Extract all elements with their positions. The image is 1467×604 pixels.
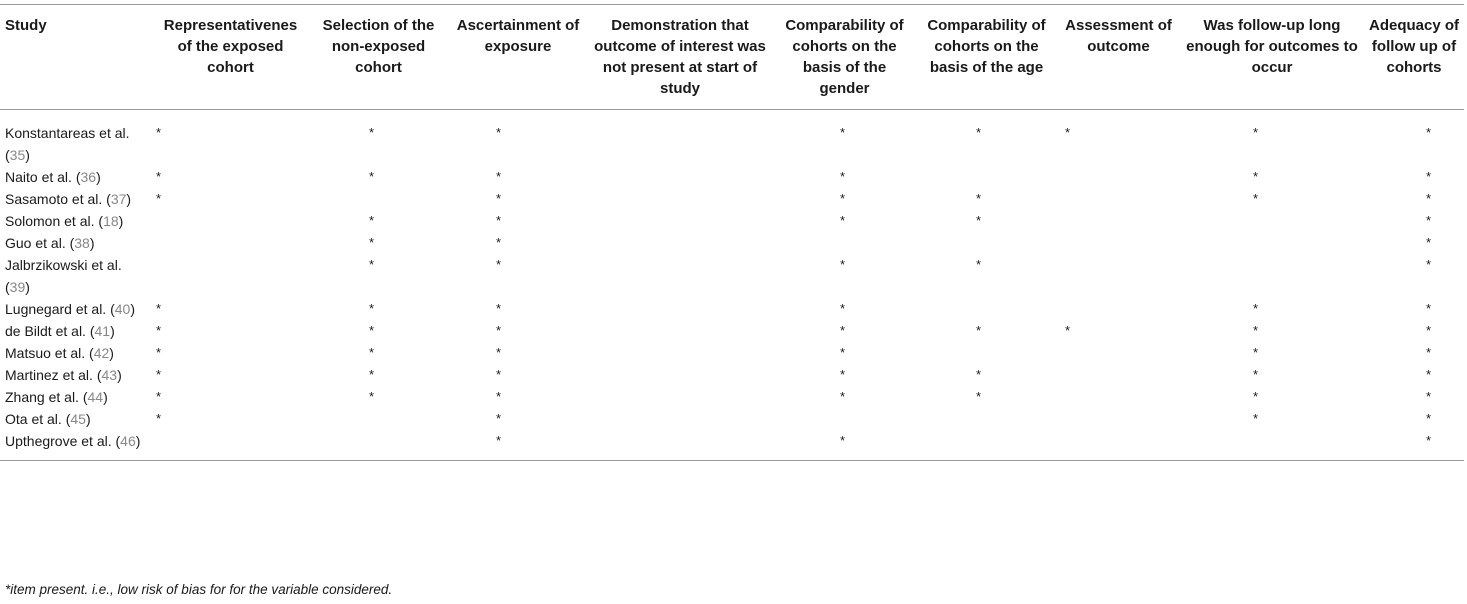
star-mark-cell <box>1057 386 1180 408</box>
table-row <box>0 210 1464 232</box>
study-name: Matsuo et al. ( <box>5 345 94 361</box>
star-mark-cell: * <box>1425 235 1431 250</box>
star-mark-cell: * <box>976 389 982 404</box>
header-row <box>0 5 1464 110</box>
star-mark-cell: * <box>1425 191 1431 206</box>
reference-link[interactable]: 37 <box>110 191 127 207</box>
star-mark-cell: * <box>976 191 982 206</box>
reference-link[interactable]: 45 <box>70 411 86 427</box>
star-mark-cell: * <box>156 301 162 316</box>
star-mark-cell <box>1180 232 1364 254</box>
star-mark-cell <box>153 210 308 232</box>
column-header-7: Assessment of outcome <box>1065 17 1172 55</box>
star-mark-cell: * <box>840 169 846 184</box>
star-mark-cell: * <box>976 125 982 140</box>
study-name-tail: ) <box>117 367 122 383</box>
table-row <box>0 408 1464 430</box>
study-name-tail: ) <box>85 411 91 427</box>
star-mark-cell: * <box>496 213 502 228</box>
star-mark-cell: * <box>496 389 502 404</box>
study-name: Solomon et al. ( <box>5 213 104 229</box>
star-mark-cell: * <box>1425 257 1431 272</box>
column-header-4: Demonstration that outcome of interest was not present at start of study <box>594 17 766 97</box>
star-mark-cell: * <box>976 257 982 272</box>
study-cell <box>0 386 153 408</box>
star-mark-cell <box>1057 232 1180 254</box>
star-mark-cell <box>1057 342 1180 364</box>
star-mark-cell <box>587 210 773 232</box>
star-mark-cell: * <box>840 389 846 404</box>
star-mark-cell: * <box>1425 367 1431 382</box>
star-mark-cell: * <box>840 367 846 382</box>
star-mark-cell <box>153 430 308 461</box>
star-mark-cell: * <box>976 323 982 338</box>
star-mark-cell: * <box>1253 191 1259 206</box>
star-mark-cell <box>1057 430 1180 461</box>
star-mark-cell <box>916 298 1057 320</box>
study-name-tail: ) <box>25 147 30 163</box>
reference-link[interactable]: 46 <box>120 433 136 449</box>
star-mark-cell: * <box>496 323 502 338</box>
star-mark-cell: * <box>840 191 846 206</box>
study-name-tail: ) <box>25 279 30 295</box>
study-cell <box>0 254 153 298</box>
study-cell <box>0 364 153 386</box>
star-mark-cell <box>773 408 916 430</box>
star-mark-cell <box>1180 210 1364 232</box>
star-mark-cell: * <box>1253 125 1259 140</box>
reference-link[interactable]: 40 <box>114 301 131 317</box>
study-name-tail: ) <box>135 433 141 449</box>
star-mark-cell: * <box>1065 323 1071 338</box>
table-row <box>0 430 1464 461</box>
study-name-tail: ) <box>126 191 132 207</box>
star-mark-cell: * <box>369 367 375 382</box>
star-mark-cell: * <box>156 323 162 338</box>
star-mark-cell: * <box>1425 411 1431 426</box>
star-mark-cell <box>587 342 773 364</box>
star-mark-cell: * <box>369 125 375 140</box>
star-mark-cell: * <box>496 433 502 448</box>
star-mark-cell <box>587 320 773 342</box>
reference-link[interactable]: 35 <box>9 147 26 163</box>
table-row <box>0 110 1464 167</box>
star-mark-cell: * <box>156 191 162 206</box>
star-mark-cell: * <box>1253 411 1259 426</box>
study-name-tail: ) <box>118 213 124 229</box>
star-mark-cell: * <box>369 345 375 360</box>
star-mark-cell: * <box>840 345 846 360</box>
star-mark-cell: * <box>156 169 162 184</box>
table-row <box>0 320 1464 342</box>
star-mark-cell: * <box>1425 213 1431 228</box>
study-name: Ota et al. ( <box>5 411 71 427</box>
column-header-1: Representativenes of the exposed cohort <box>163 17 298 76</box>
column-header-9: Adequacy of follow up of cohorts <box>1368 17 1459 76</box>
study-name: Naito et al. ( <box>5 169 81 185</box>
star-mark-cell <box>587 188 773 210</box>
study-name: de Bildt et al. ( <box>5 323 95 339</box>
column-header-5: Comparability of cohorts on the basis of the gender <box>785 17 904 97</box>
star-mark-cell: * <box>156 411 162 426</box>
star-mark-cell: * <box>1425 125 1431 140</box>
reference-link[interactable]: 38 <box>74 235 90 251</box>
study-name: Konstantareas et al. ( <box>5 125 130 163</box>
star-mark-cell: * <box>496 235 502 250</box>
column-header-2: Selection of the non-exposed cohort <box>322 17 435 76</box>
star-mark-cell: * <box>496 301 502 316</box>
star-mark-cell <box>1057 298 1180 320</box>
study-name-tail: ) <box>130 301 135 317</box>
study-cell <box>0 188 153 210</box>
table-body <box>0 110 1464 461</box>
reference-link[interactable]: 36 <box>80 169 97 185</box>
star-mark-cell: * <box>1253 367 1259 382</box>
star-mark-cell <box>308 408 449 430</box>
star-mark-cell: * <box>976 213 982 228</box>
star-mark-cell: * <box>840 257 846 272</box>
star-mark-cell <box>587 408 773 430</box>
star-mark-cell: * <box>1253 345 1259 360</box>
star-mark-cell <box>153 254 308 298</box>
star-mark-cell: * <box>976 367 982 382</box>
study-name-tail: ) <box>89 235 95 251</box>
star-mark-cell: * <box>156 345 162 360</box>
study-name-tail: ) <box>110 323 115 339</box>
study-name: Sasamoto et al. ( <box>5 191 111 207</box>
star-mark-cell <box>587 110 773 167</box>
star-mark-cell: * <box>369 235 375 250</box>
star-mark-cell <box>916 408 1057 430</box>
star-mark-cell <box>916 232 1057 254</box>
star-mark-cell <box>1057 408 1180 430</box>
star-mark-cell <box>587 232 773 254</box>
star-mark-cell <box>1057 210 1180 232</box>
study-name: Upthegrove et al. ( <box>5 433 121 449</box>
study-name: Guo et al. ( <box>5 235 75 251</box>
star-mark-cell: * <box>369 389 375 404</box>
study-cell <box>0 320 153 342</box>
star-mark-cell <box>308 188 449 210</box>
table-row <box>0 188 1464 210</box>
star-mark-cell <box>308 430 449 461</box>
star-mark-cell: * <box>1425 433 1431 448</box>
star-mark-cell <box>773 232 916 254</box>
study-name: Jalbrzikowski et al. ( <box>5 257 122 295</box>
table-row <box>0 298 1464 320</box>
study-cell <box>0 210 153 232</box>
star-mark-cell: * <box>840 433 846 448</box>
star-mark-cell: * <box>1253 389 1259 404</box>
star-mark-cell <box>1180 430 1364 461</box>
study-name: Zhang et al. ( <box>5 389 88 405</box>
table-row <box>0 364 1464 386</box>
study-name-tail: ) <box>96 169 101 185</box>
star-mark-cell: * <box>1253 169 1259 184</box>
star-mark-cell <box>1057 166 1180 188</box>
star-mark-cell <box>587 386 773 408</box>
star-mark-cell <box>1180 254 1364 298</box>
table-row <box>0 254 1464 298</box>
study-cell <box>0 232 153 254</box>
star-mark-cell: * <box>1253 323 1259 338</box>
study-name-tail: ) <box>109 345 114 361</box>
star-mark-cell: * <box>1425 323 1431 338</box>
star-mark-cell: * <box>496 345 502 360</box>
star-mark-cell <box>587 298 773 320</box>
star-mark-cell: * <box>1253 301 1259 316</box>
star-mark-cell: * <box>496 257 502 272</box>
star-mark-cell <box>587 430 773 461</box>
table-row <box>0 342 1464 364</box>
star-mark-cell: * <box>1425 345 1431 360</box>
star-mark-cell: * <box>1425 301 1431 316</box>
study-cell <box>0 110 153 167</box>
column-header-8: Was follow-up long enough for outcomes to occur <box>1186 17 1358 76</box>
star-mark-cell <box>587 254 773 298</box>
study-name: Martinez et al. ( <box>5 367 102 383</box>
reference-link[interactable]: 43 <box>101 367 118 383</box>
star-mark-cell: * <box>1065 125 1071 140</box>
star-mark-cell: * <box>840 125 846 140</box>
table-row <box>0 386 1464 408</box>
table-row <box>0 232 1464 254</box>
star-mark-cell <box>1057 364 1180 386</box>
star-mark-cell: * <box>496 191 502 206</box>
study-cell <box>0 298 153 320</box>
star-mark-cell: * <box>156 367 162 382</box>
study-cell <box>0 342 153 364</box>
star-mark-cell <box>916 166 1057 188</box>
star-mark-cell: * <box>156 125 162 140</box>
study-cell <box>0 166 153 188</box>
star-mark-cell: * <box>369 169 375 184</box>
star-mark-cell: * <box>1425 389 1431 404</box>
star-mark-cell <box>1057 188 1180 210</box>
star-mark-cell: * <box>496 169 502 184</box>
star-mark-cell: * <box>840 301 846 316</box>
column-header-study: Study <box>5 17 47 34</box>
reference-link[interactable]: 41 <box>94 323 111 339</box>
star-mark-cell: * <box>369 257 375 272</box>
star-mark-cell <box>916 430 1057 461</box>
star-mark-cell: * <box>840 213 846 228</box>
reference-link[interactable]: 18 <box>103 213 119 229</box>
column-header-3: Ascertainment of exposure <box>456 17 580 55</box>
star-mark-cell <box>587 364 773 386</box>
star-mark-cell: * <box>369 213 375 228</box>
column-header-6: Comparability of cohorts on the basis of the age <box>927 17 1046 76</box>
table-row <box>0 166 1464 188</box>
reference-link[interactable]: 39 <box>9 279 26 295</box>
study-name: Lugnegard et al. ( <box>5 301 115 317</box>
study-name-tail: ) <box>103 389 108 405</box>
star-mark-cell: * <box>496 411 502 426</box>
study-cell <box>0 430 153 461</box>
table-footnote: *item present. i.e., low risk of bias for for the variable considered. <box>5 582 393 597</box>
table-header <box>0 5 1464 110</box>
study-cell <box>0 408 153 430</box>
reference-link[interactable]: 44 <box>87 389 104 405</box>
star-mark-cell <box>916 342 1057 364</box>
quality-assessment-table <box>0 4 1464 461</box>
star-mark-cell: * <box>1425 169 1431 184</box>
star-mark-cell: * <box>369 301 375 316</box>
star-mark-cell: * <box>496 367 502 382</box>
star-mark-cell: * <box>840 323 846 338</box>
star-mark-cell: * <box>156 389 162 404</box>
star-mark-cell: * <box>496 125 502 140</box>
reference-link[interactable]: 42 <box>93 345 110 361</box>
star-mark-cell <box>587 166 773 188</box>
star-mark-cell: * <box>369 323 375 338</box>
star-mark-cell <box>1057 254 1180 298</box>
star-mark-cell <box>153 232 308 254</box>
